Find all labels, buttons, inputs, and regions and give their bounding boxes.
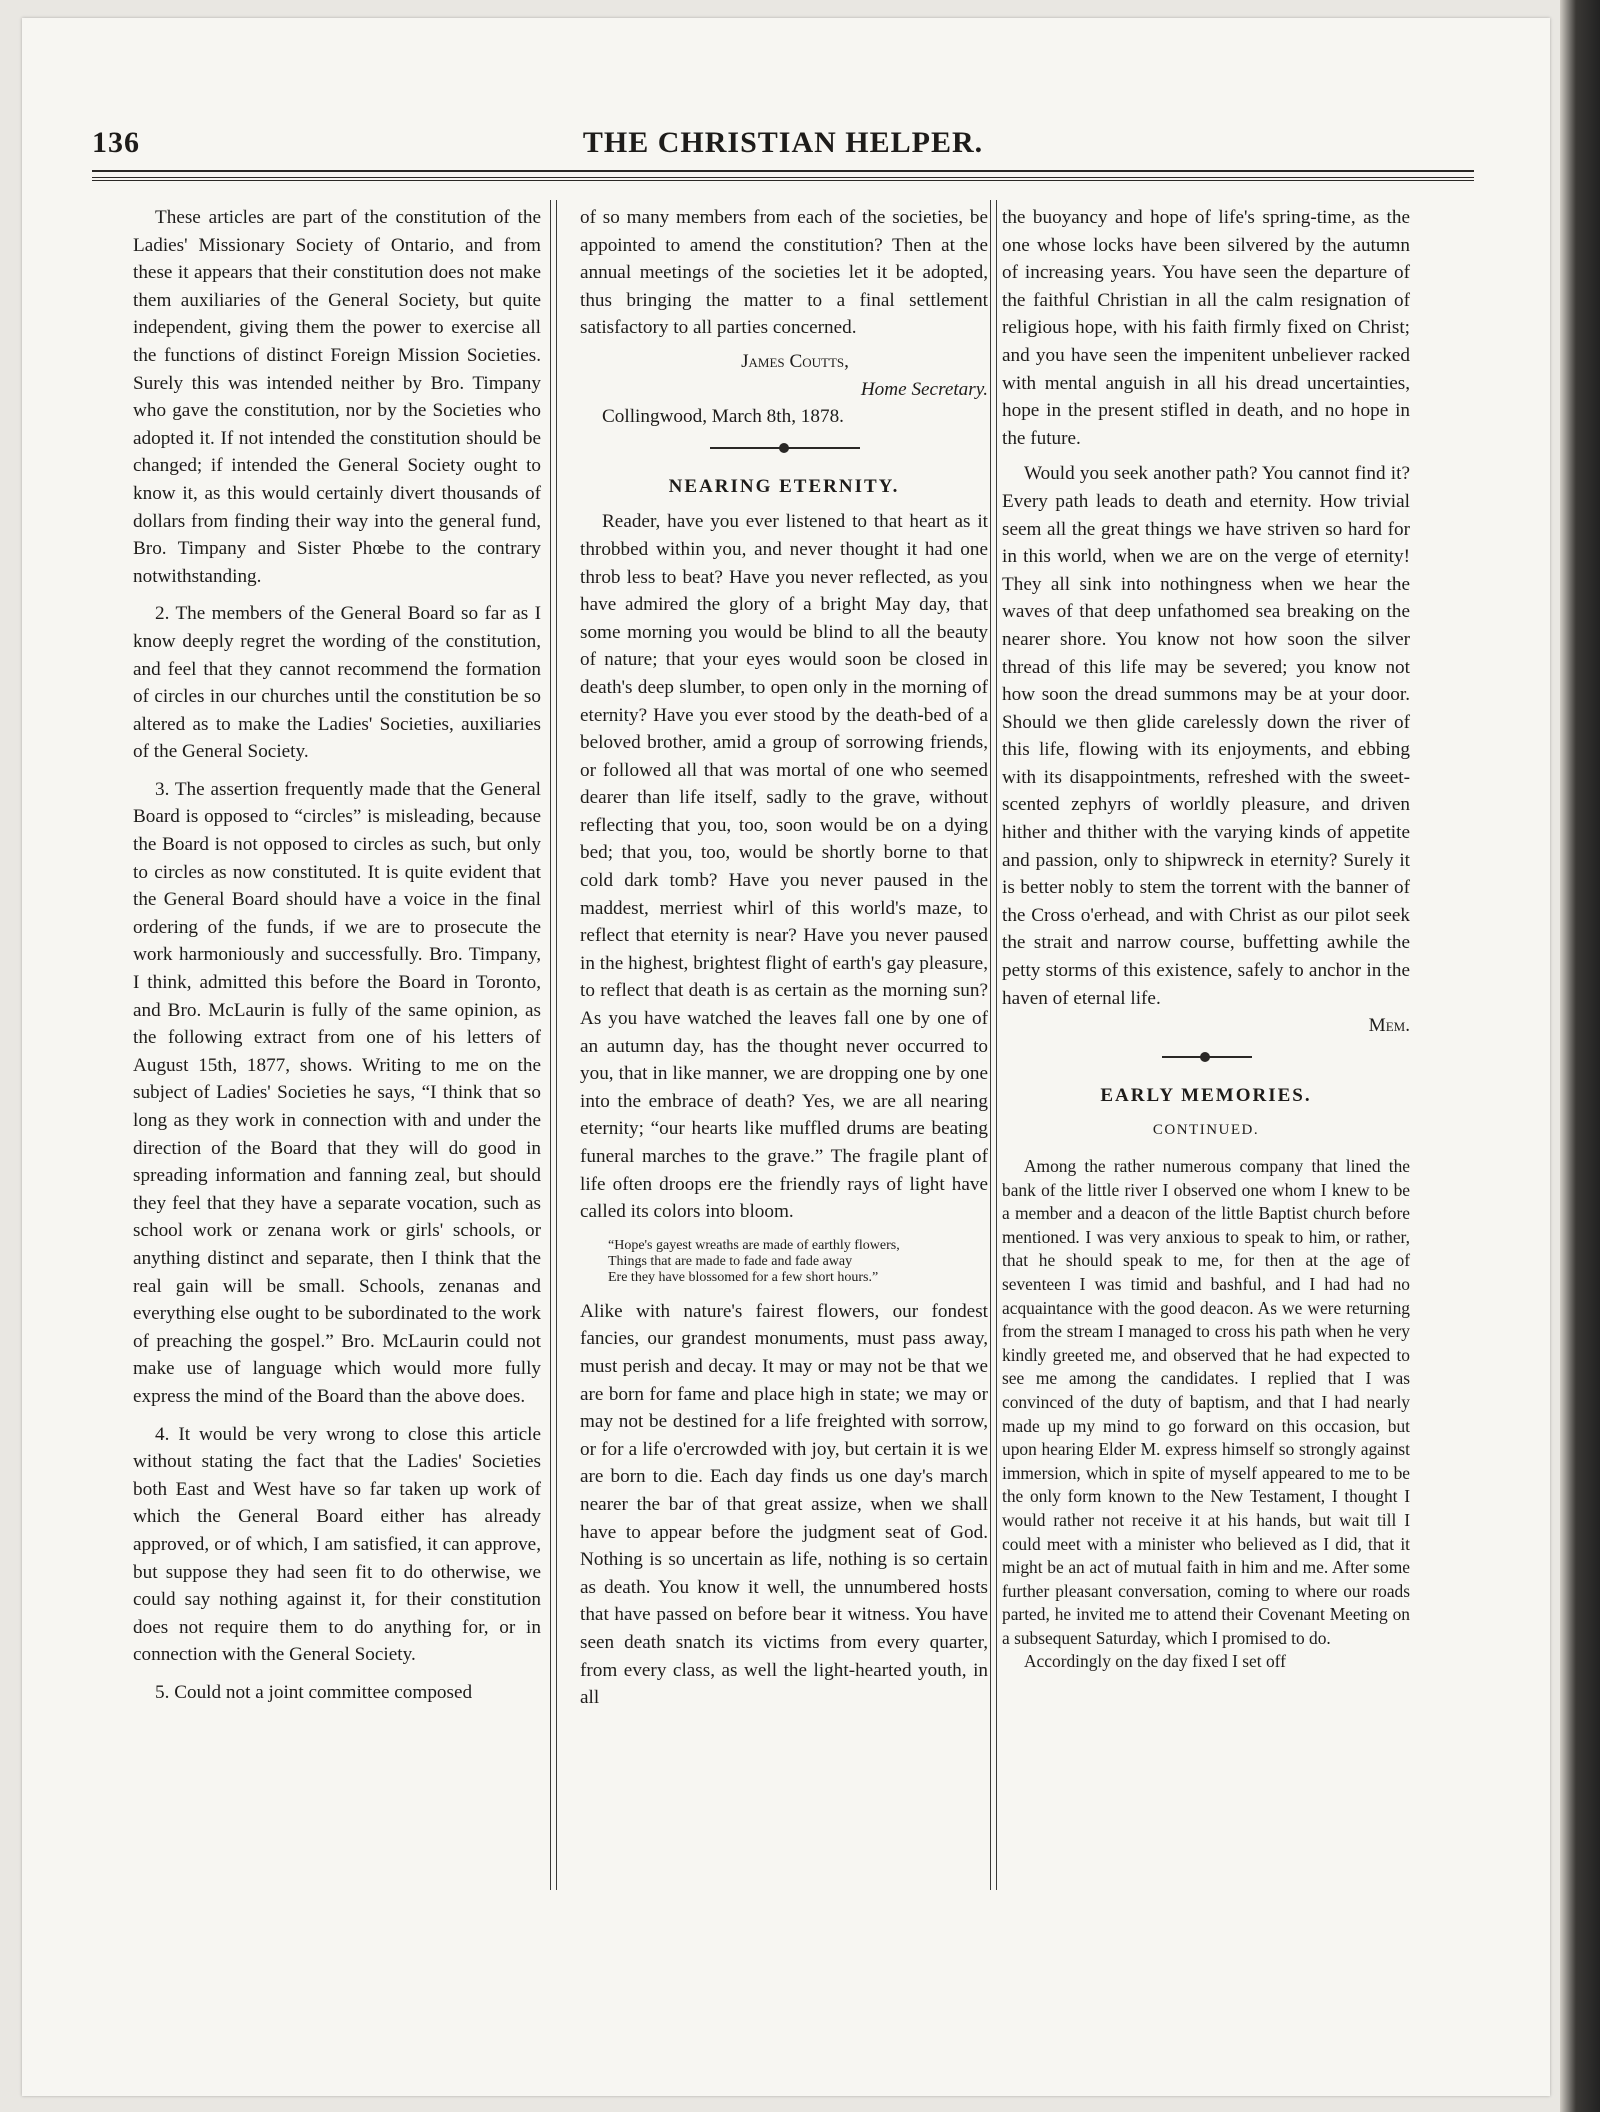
article-paragraph: These articles are part of the constitution of the Ladies' Missionary Society of Ontario, and from these it appears that their constitution does not make them auxiliaries of the General Society, but quite independent, giving them the power to exercise all the functions of distinct Foreign Mission Societies. Surely this was intended neither by Bro. Timpany who gave the constitution, nor by the Societies who adopted it. If not intended the constitution should be changed; if intended the General Society ought to know it, as this would certainly divert thousands of dollars from finding their way into the general fund, Bro. Timpany and Sister Phœbe to the contrary notwithstanding. [133, 207, 541, 587]
column-right [1002, 204, 1410, 1674]
signature: Mem. [1368, 1015, 1410, 1037]
dateline: Collingwood, March 8th, 1878. [602, 406, 844, 428]
article-paragraph: Would you seek another path? You cannot find it? Every path leads to death and eternity. How trivial seem all the great things we have striven so hard for in this world, when we are on the verge of eternity! They all sink into nothingness when we hear the waves of that deep unfathomed sea breaking on the nearer shore. You know not how soon the silver thread of this life may be severed; you know not how soon the dread summons may be at your door. Should we then glide carelessly down the river of this life, flowing with its enjoyments, and ebbing with its disappointments, refreshed with the sweet-scented zephyrs of worldly pleasure, and driven hither and thither with the varying kinds of appetite and passion, only to shipwreck in eternity? Surely it is better nobly to stem the torrent with the banner of the Cross o'erhead, and with Christ as our pilot seek the strait and narrow course, buffetting awhile the petty storms of this existence, safely to anchor in the haven of eternal life. [1002, 463, 1410, 1009]
article-paragraph: Among the rather numerous company that lined the bank of the little river I observed one whom I knew to be a member and a deacon of the little Baptist church before mentioned. I was very anxious to speak to him, or rather, that he should speak to me, for then at the age of seventeen I was timid and bashful, and I had had no acquaintance with the good deacon. As we were returning from the stream I managed to cross his path when he very kindly greeted me, and observed that he had expected to see me among the candidates. I replied that I was convinced of the duty of baptism, and that I had nearly made up my mind to go forward on this occasion, but upon hearing Elder M. express himself so strongly against immersion, which in spite of myself appeared to me to be the only form known to the New Testament, I thought I would rather not receive it at his hands, but wait till I could meet with a minister who believed as I did, that it might be an act of mutual faith in him and me. After some further pleasant conversation, coming to where our roads parted, he invited me to attend their Covenant Meeting on a subsequent Saturday, which I promised to do. [1002, 1156, 1410, 1648]
article-paragraph: of so many members from each of the societies, be appointed to amend the constitution? Then at the annual meetings of the societies let it be adopted, thus bringing the matter to a final settlement satisfactory to all parties concerned. [580, 207, 988, 339]
column-divider [550, 200, 551, 1890]
article-paragraph: 3. The assertion frequently made that the General Board is opposed to “circles” is misleading, because the Board is not opposed to circles as such, but only to circles as now constituted. It is quite evident that the General Board should have a voice in the final ordering of the funds, if we are to prosecute the work harmoniously and successfully. Bro. Timpany, I think, admitted this before the Board in Toronto, and Bro. McLaurin is fully of the same opinion, as the following extract from one of his letters of August 15th, 1877, shows. Writing to me on the subject of Ladies' Societies he says, “I think that so long as they work in connection with and under the direction of the Board that they will do good in spreading information and fanning zeal, but should they feel that they have a separate vocation, such as school work or zenana work or girls' schools, or anything distinct and separate, then I think that the real gain will be small. Schools, zenanas and everything else ought to be subordinated to the work of preaching the gospel.” Bro. McLaurin could not make use of language which would more fully express the mind of the Board than the above does. [133, 778, 541, 1407]
poem-line: Things that are made to fade and fade away [608, 1253, 853, 1269]
section-subtitle: CONTINUED. [1152, 1122, 1260, 1139]
article-paragraph: 4. It would be very wrong to close this article without stating the fact that the Ladies' Societies both East and West have so far taken up work of which the General Board either has already approved, or of which, I am satisfied, it can approve, but suppose they had seen fit to do otherwise, we could say nothing against it, for their constitution does not require them to do anything for, or in connection with the General Society. [133, 1423, 541, 1666]
page-header [92, 118, 1474, 168]
page-number: 136 [92, 126, 140, 159]
column-left [133, 204, 541, 1706]
poem-line: “Hope's gayest wreaths are made of earthly flowers, [608, 1237, 900, 1253]
article-paragraph: 2. The members of the General Board so far as I know deeply regret the wording of the constitution, and feel that they cannot recommend the formation of circles in our churches until the constitution be so altered as to make the Ladies' Societies, auxiliaries of the General Society. [133, 603, 541, 763]
header-rule-second [92, 180, 1474, 181]
column-divider [556, 200, 557, 1890]
article-paragraph: Reader, have you ever listened to that heart as it throbbed within you, and never thought it had one throb less to beat? Have you never reflected, as you have admired the glory of a bright May day, that some morning you would be blind to all the beauty of nature; that your eyes would soon be closed in death's deep slumber, to open only in the morning of eternity? Have you ever stood by the death-bed of a beloved brother, amid a group of sorrowing friends, or followed all that was mortal of one who seemed dearer than life itself, sadly to the grave, without reflecting that you, too, soon would be on a dying bed; that you, too, would be shortly borne to that cold dark tomb? Have you never paused in the maddest, merriest whirl of this world's maze, to reflect that eternity is near? Have you never paused in the highest, brightest flight of earth's gay pleasure, to reflect that death is as certain as the morning sun? As you have watched the leaves fall one by one of an autumn day, has the thought never occurred to you, that in like manner, we are dropping one by one into the embrace of death? Yes, we are all nearing eternity; “our hearts like muffled drums are beating funeral marches to the grave.” The fragile plant of life often droops ere the friendly rays of light have called its colors into bloom. [580, 511, 988, 1223]
poem-line: Ere they have blossomed for a few short hours.” [608, 1269, 879, 1285]
header-rule [92, 170, 1474, 178]
signature-role: Home Secretary. [860, 378, 988, 400]
journal-title: THE CHRISTIAN HELPER. [582, 126, 984, 159]
column-divider [996, 200, 997, 1890]
signature-name: James Coutts, [741, 350, 849, 372]
column-middle [580, 204, 988, 1712]
section-ornament [580, 437, 988, 459]
scan-edge [1560, 0, 1600, 2112]
section-title-nearing-eternity: NEARING ETERNITY. [668, 475, 900, 497]
article-paragraph: 5. Could not a joint committee composed [155, 1681, 473, 1703]
article-paragraph: Alike with nature's fairest flowers, our fondest fancies, our grandest monuments, must pass away, must perish and decay. It may or may not be that we are born for fame and place high in state; we may or may not be destined for a life freighted with sorrow, or for a life o'ercrowded with joy, but certain it is we are born to die. Each day finds us one day's march nearer the bar of that great assize, when we shall have to appear before the judgment seat of God. Nothing is so uncertain as life, nothing is so certain as death. You know it well, the unnumbered hosts that have passed on before bear it witness. You have seen death snatch its victims from every quarter, from every class, as well the light-hearted youth, in all [580, 1300, 988, 1709]
poem-quote [608, 1238, 988, 1286]
article-paragraph: Accordingly on the day fixed I set off [1024, 1651, 1286, 1672]
section-title-early-memories: EARLY MEMORIES. [1100, 1084, 1312, 1106]
column-divider [990, 200, 991, 1890]
section-ornament [1002, 1046, 1410, 1068]
article-paragraph: the buoyancy and hope of life's spring-time, as the one whose locks have been silvered by the autumn of increasing years. You have seen the departure of the faithful Christian in all the calm resignation of religious hope, with his faith firmly fixed on Christ; and you have seen the impenitent unbeliever racked with mental anguish in all his dread uncertainties, hope in the present stifled in death, and no hope in the future. [1002, 207, 1410, 449]
